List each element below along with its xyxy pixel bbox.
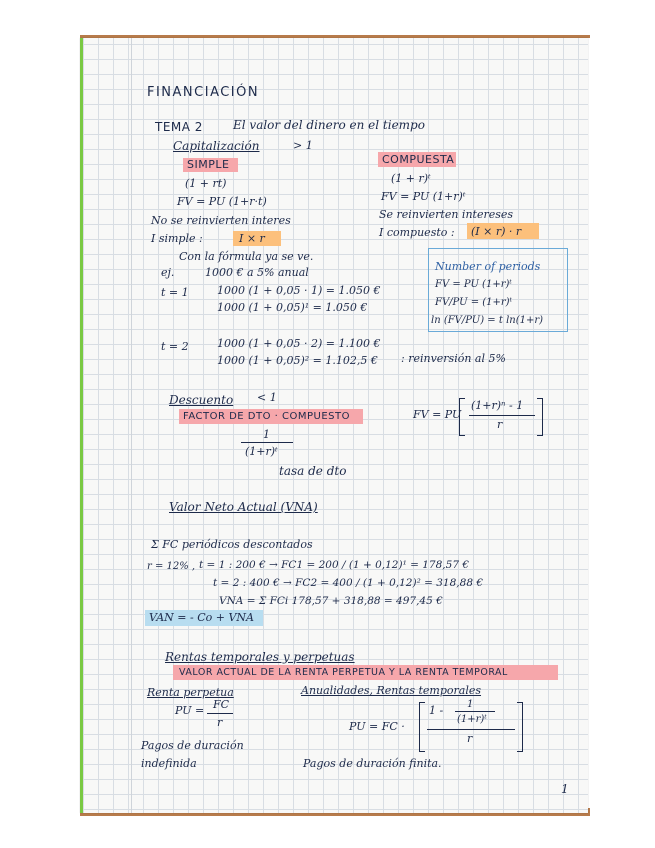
simple-int-formula: I × r — [239, 232, 265, 245]
simple-fv: FV = PU (1+r·t) — [177, 195, 267, 208]
descuento-heading: Descuento — [169, 393, 234, 407]
periods-line1: FV = PU (1+r)ᵗ — [435, 279, 512, 290]
perp-fraction-line — [207, 713, 233, 714]
temp-one-minus: 1 - — [429, 704, 444, 717]
comp-int-formula: (I × r) · r — [471, 225, 522, 238]
cap-gt: > 1 — [293, 139, 313, 152]
t1-label: t = 1 — [161, 286, 189, 299]
temp-inner-denominator: (1+r)ᵗ — [457, 714, 487, 725]
simple-int-label: I simple : — [151, 232, 203, 245]
descuento-lt: < 1 — [257, 391, 277, 404]
comp-label: COMPUESTA — [382, 153, 455, 166]
temp-denominator: r — [467, 732, 473, 745]
t2-label: t = 2 — [161, 340, 189, 353]
periods-line2: FV/PU = (1+r)ᵗ — [435, 297, 513, 308]
perp-note1: Pagos de duración — [141, 739, 244, 752]
vna-rate: r = 12% , — [147, 561, 196, 572]
cap-heading: Capitalización — [173, 139, 260, 153]
temp-inner-line — [455, 711, 495, 712]
comp-int-label: I compuesto : — [379, 226, 455, 239]
notebook-page — [80, 38, 588, 813]
temp-heading: Anualidades, Rentas temporales — [301, 684, 482, 697]
perp-numerator: FC — [213, 698, 230, 711]
factor-dto-label: FACTOR DE DTO · COMPUESTO — [183, 411, 350, 422]
perp-prefix: PU = — [175, 704, 205, 717]
tema-title: El valor del dinero en el tiempo — [233, 118, 425, 132]
temp-fraction-line — [427, 729, 515, 730]
tema-number: TEMA 2 — [155, 120, 203, 134]
simple-factor: (1 + rt) — [185, 177, 227, 190]
t1-simple: 1000 (1 + 0,05 · 1) = 1.050 € — [217, 284, 381, 297]
perp-denominator: r — [217, 716, 223, 729]
temp-bracket-right — [517, 702, 523, 752]
fv-annuity-numerator: (1+r)ⁿ - 1 — [471, 399, 524, 412]
fv-annuity-denominator: r — [497, 418, 503, 431]
dto-denominator: (1+r)ᵗ — [245, 445, 278, 458]
comp-note: Se reinvierten intereses — [379, 208, 514, 221]
perp-note2: indefinida — [141, 757, 197, 770]
fv-annuity-line — [469, 415, 535, 416]
temp-inner-numerator: 1 — [467, 699, 474, 710]
comp-fv: FV = PU (1+r)ᵗ — [381, 190, 466, 203]
t1-comp: 1000 (1 + 0,05)¹ = 1.050 € — [217, 301, 368, 314]
t2-note: : reinversión al 5% — [401, 352, 506, 365]
periods-title: Number of periods — [435, 260, 541, 273]
dto-fraction-line — [241, 442, 293, 443]
simple-label: SIMPLE — [187, 158, 230, 171]
bracket-left — [459, 398, 465, 436]
temp-note: Pagos de duración finita. — [303, 757, 442, 770]
ej-label: ej. — [161, 266, 175, 279]
periods-line3: ln (FV/PU) = t ln(1+r) — [431, 315, 544, 326]
margin-line — [131, 38, 132, 813]
temp-prefix: PU = FC · — [349, 720, 405, 733]
vna-desc: Σ FC periódicos descontados — [151, 538, 313, 551]
fv-annuity-prefix: FV = PU — [413, 408, 462, 421]
rentas-heading: Rentas temporales y perpetuas — [165, 650, 355, 664]
van-formula: VAN = - Co + VNA — [149, 611, 254, 624]
t2-comp: 1000 (1 + 0,05)² = 1.102,5 € — [217, 354, 378, 367]
vna-heading: Valor Neto Actual (VNA) — [169, 500, 318, 514]
t2-simple: 1000 (1 + 0,05 · 2) = 1.100 € — [217, 337, 381, 350]
rentas-banner: VALOR ACTUAL DE LA RENTA PERPETUA Y LA RENTA TEMPORAL — [179, 667, 508, 678]
vna-sum: VNA = Σ FCi 178,57 + 318,88 = 497,45 € — [219, 595, 443, 607]
temp-bracket-left — [419, 702, 425, 752]
page-number: 1 — [561, 782, 569, 796]
bracket-right — [537, 398, 543, 436]
comp-factor: (1 + r)ᵗ — [391, 172, 431, 185]
tasa-dto-label: tasa de dto — [279, 464, 347, 478]
vna-row2: t = 2 : 400 € → FC2 = 400 / (1 + 0,12)² = 318,88 € — [213, 577, 484, 589]
dto-numerator: 1 — [263, 428, 270, 441]
ej-text: 1000 € a 5% anual — [205, 266, 309, 279]
simple-note: No se reinvierten interes — [151, 214, 291, 227]
simple-comment: Con la fórmula ya se ve. — [179, 250, 314, 263]
vna-row1: t = 1 : 200 € → FC1 = 200 / (1 + 0,12)¹ = 178,57 € — [199, 559, 470, 571]
page-title: FINANCIACIÓN — [147, 85, 260, 100]
perp-heading: Renta perpetua — [147, 686, 234, 699]
